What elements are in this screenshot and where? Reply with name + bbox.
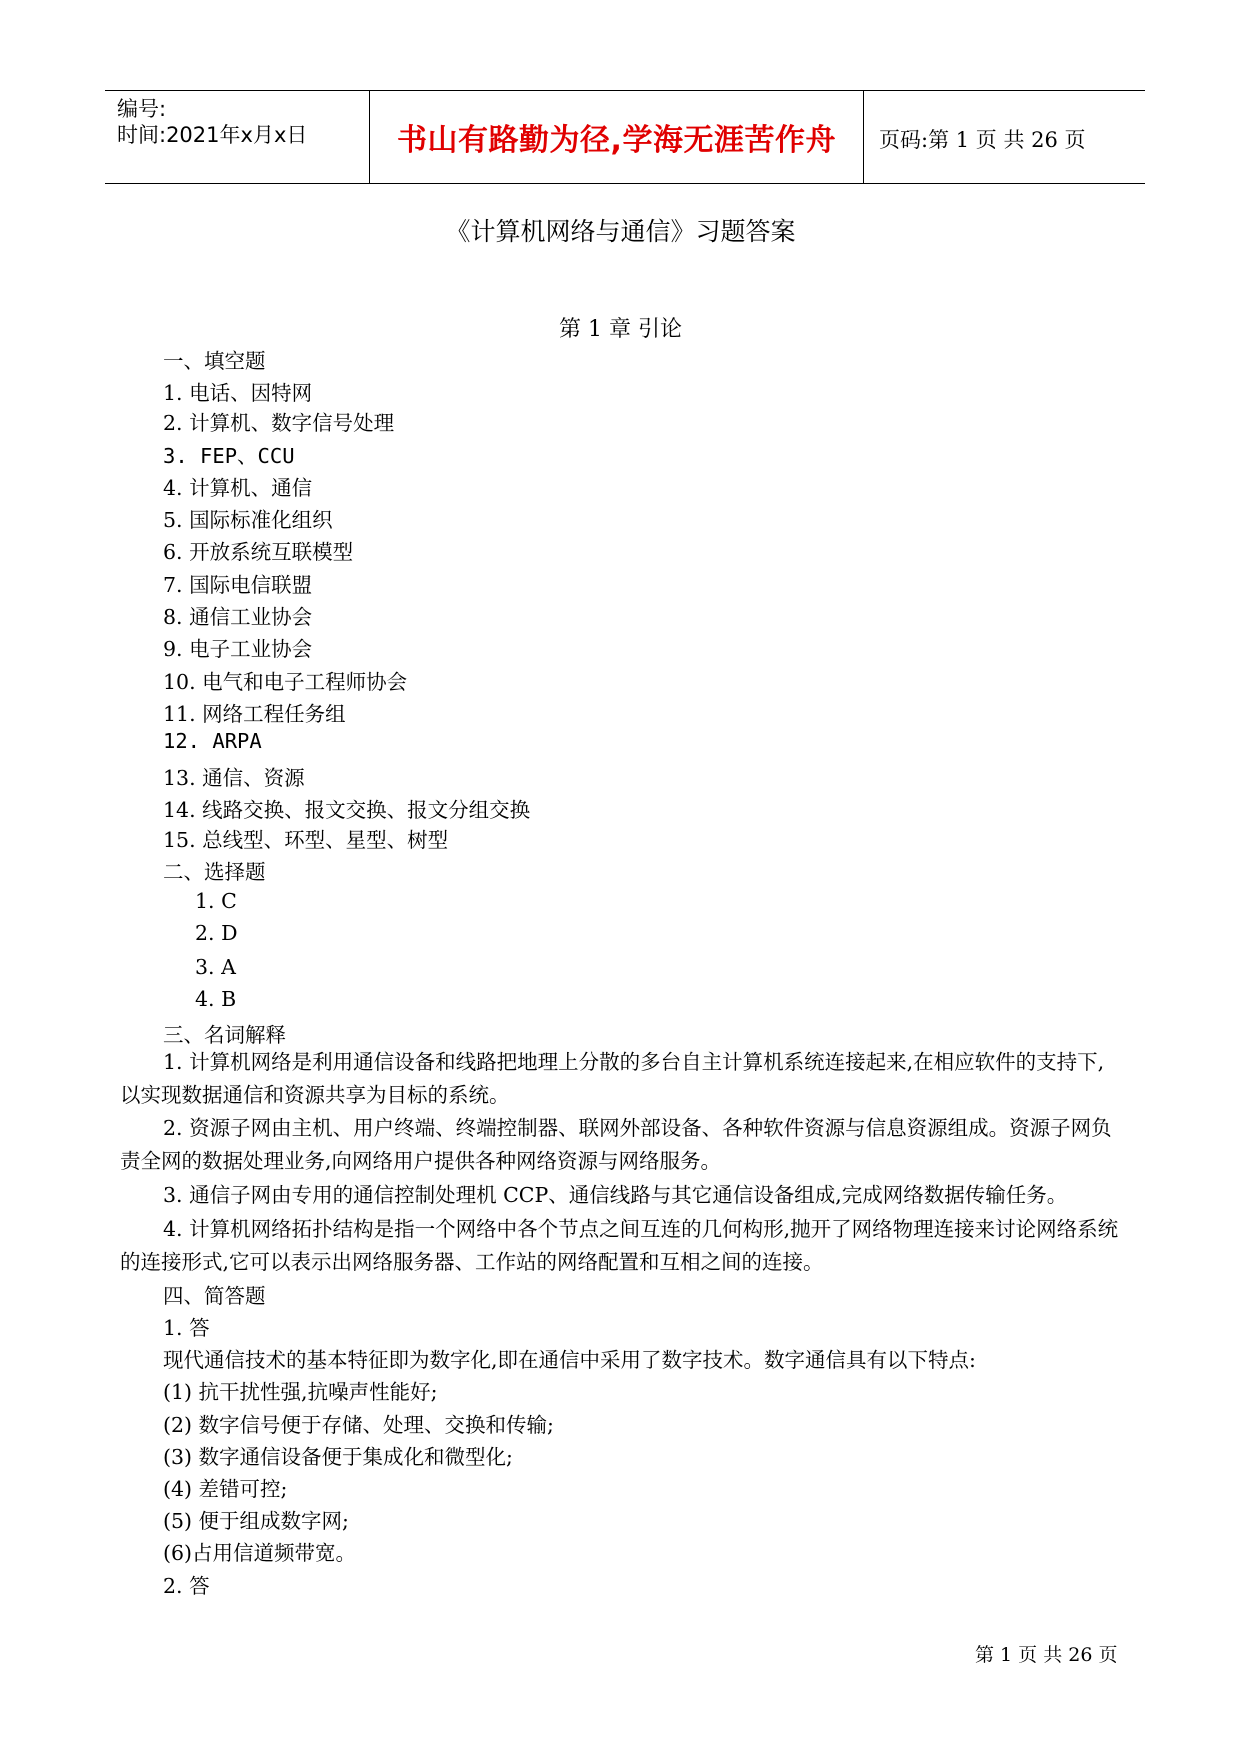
serial-label: 编号:	[117, 97, 167, 121]
list-item: 5. 国际标准化组织	[163, 508, 333, 532]
answer-intro: 现代通信技术的基本特征即为数字化,即在通信中采用了数字技术。数字通信具有以下特点:	[163, 1348, 976, 1372]
list-item: 15. 总线型、环型、星型、树型	[163, 828, 449, 852]
term-paragraph: 2. 资源子网由主机、用户终端、终端控制器、联网外部设备、各种软件资源与信息资源组成。资源子网负责全网的数据处理业务,向网络用户提供各种网络资源与网络服务。	[120, 1116, 1112, 1173]
page-header	[105, 90, 1145, 184]
header-page-info: 页码:第 1 页 共 26 页	[879, 128, 1086, 152]
chapter-title: 第 1 章 引论	[559, 317, 682, 342]
section-heading-terms: 三、名词解释	[163, 1023, 286, 1047]
answer-point: (5) 便于组成数字网;	[163, 1509, 349, 1533]
header-left-cell	[105, 91, 370, 183]
answer-label: 1. 答	[163, 1316, 210, 1340]
page-footer: 第 1 页 共 26 页	[975, 1644, 1118, 1666]
header-right-cell	[865, 91, 1145, 183]
header-slogan: 书山有路勤为径,学海无涯苦作舟	[397, 123, 836, 158]
answer-point: (6)占用信道频带宽。	[163, 1541, 357, 1565]
answer-label: 2. 答	[163, 1574, 210, 1598]
time-label: 时间:2021年x月x日	[117, 123, 308, 147]
section-heading-short-answer: 四、简答题	[163, 1284, 266, 1308]
list-item: 3. FEP、CCU	[163, 444, 295, 468]
term-paragraph: 3. 通信子网由专用的通信控制处理机 CCP、通信线路与其它通信设备组成,完成网络数据传输任务。	[163, 1183, 1068, 1207]
list-item: 1. 电话、因特网	[163, 381, 313, 405]
list-item: 4. 计算机、通信	[163, 476, 313, 500]
document-title: 《计算机网络与通信》习题答案	[445, 217, 796, 246]
answer-point: (3) 数字通信设备便于集成化和微型化;	[163, 1445, 513, 1469]
list-item: 2. D	[195, 921, 238, 945]
list-item: 1. C	[195, 889, 237, 913]
list-item: 7. 国际电信联盟	[163, 573, 313, 597]
list-item: 11. 网络工程任务组	[163, 702, 346, 726]
list-item: 6. 开放系统互联模型	[163, 540, 354, 564]
term-paragraph: 1. 计算机网络是利用通信设备和线路把地理上分散的多台自主计算机系统连接起来,在相应软件的支持下,以实现数据通信和资源共享为目标的系统。	[120, 1050, 1105, 1107]
list-item: 3. A	[195, 955, 236, 979]
list-item: 12. ARPA	[163, 729, 262, 753]
term-paragraph: 4. 计算机网络拓扑结构是指一个网络中各个节点之间互连的几何构形,抛开了网络物理连接来讨论网络系统的连接形式,它可以表示出网络服务器、工作站的网络配置和互相之间的连接。	[120, 1217, 1119, 1274]
answer-point: (2) 数字信号便于存储、处理、交换和传输;	[163, 1413, 554, 1437]
section-heading-choice: 二、选择题	[163, 860, 266, 884]
list-item: 9. 电子工业协会	[163, 637, 313, 661]
list-item: 14. 线路交换、报文交换、报文分组交换	[163, 798, 531, 822]
list-item: 8. 通信工业协会	[163, 605, 313, 629]
header-middle-cell	[370, 91, 864, 183]
list-item: 13. 通信、资源	[163, 766, 305, 790]
list-item: 4. B	[195, 987, 237, 1011]
answer-point: (1) 抗干扰性强,抗噪声性能好;	[163, 1380, 438, 1404]
answer-point: (4) 差错可控;	[163, 1477, 288, 1501]
list-item: 2. 计算机、数字信号处理	[163, 411, 395, 435]
section-heading-fill-in: 一、填空题	[163, 349, 266, 373]
list-item: 10. 电气和电子工程师协会	[163, 670, 408, 694]
